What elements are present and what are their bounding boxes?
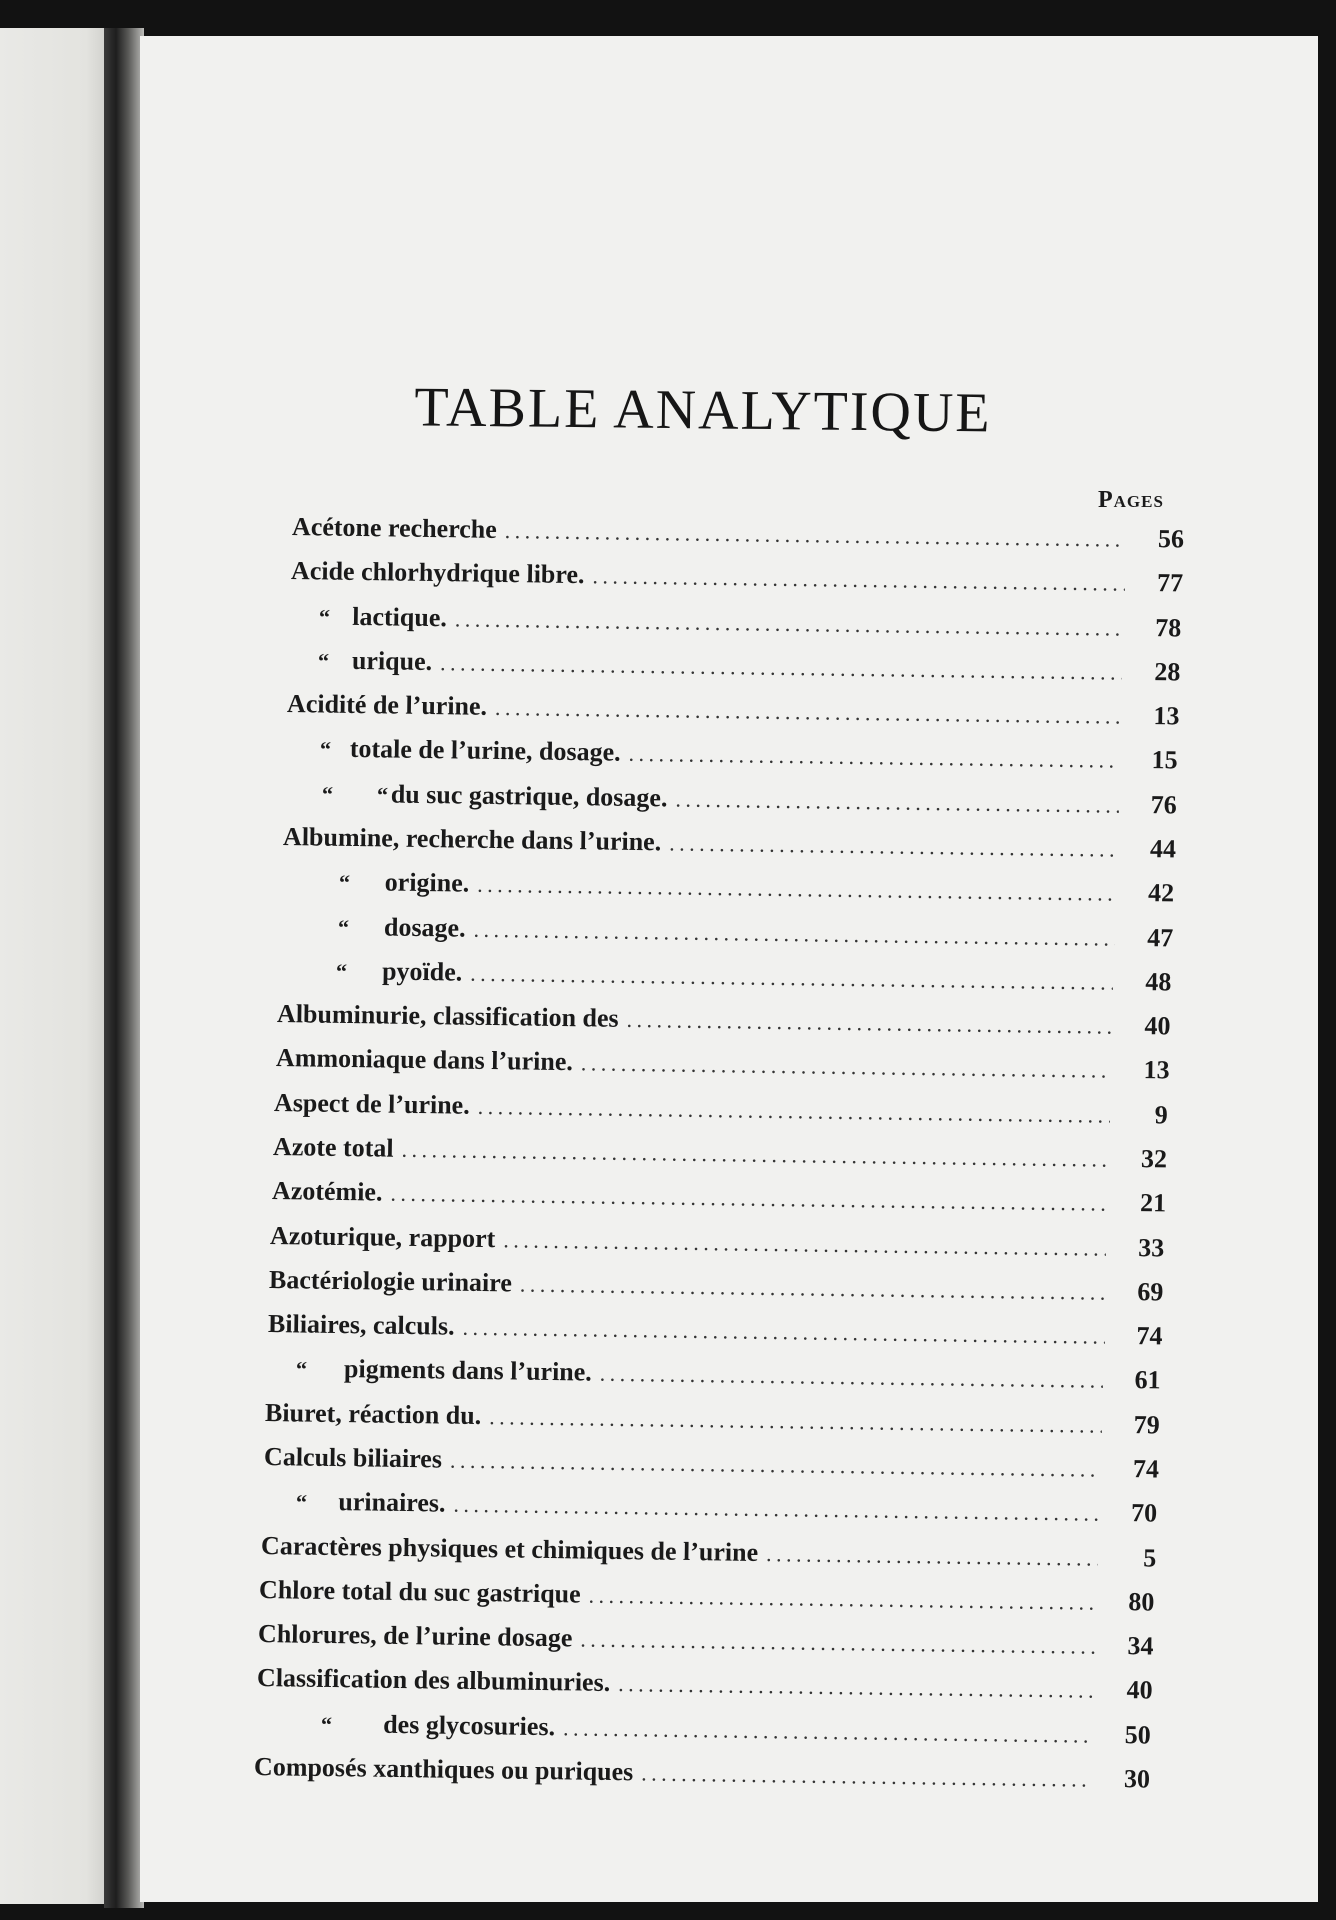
toc-entry-page-number: 9 xyxy=(1154,1100,1169,1130)
toc-entry-label: Ammoniaque dans l’urine. xyxy=(275,1043,573,1077)
toc-entry xyxy=(280,911,1174,957)
dot-leader xyxy=(669,830,1118,862)
toc-entry-label: Albuminurie, classification des xyxy=(276,999,619,1033)
toc-entry-page-number: 70 xyxy=(1131,1498,1158,1528)
ditto-mark: “ xyxy=(338,870,351,896)
toc-entry xyxy=(281,866,1175,912)
ditto-mark: “ “ xyxy=(321,781,389,808)
toc-entry-label: Composés xanthiques ou puriques xyxy=(253,1752,634,1787)
toc-entry-page-number: 40 xyxy=(1126,1675,1153,1705)
dot-leader xyxy=(675,786,1119,818)
dot-leader xyxy=(600,1361,1103,1394)
toc-entry-page-number: 15 xyxy=(1151,745,1179,775)
toc-entry-page-number: 33 xyxy=(1138,1232,1165,1263)
dot-leader xyxy=(629,741,1120,774)
toc-entry xyxy=(256,1663,1152,1710)
toc-entry-label: Caractères physiques et chimiques de l’urine xyxy=(260,1530,759,1567)
dot-leader xyxy=(618,1671,1095,1704)
toc-entry-label: Acide chlorhydrique libre. xyxy=(290,556,585,590)
toc-entry-label: Calculs biliaires xyxy=(263,1442,442,1474)
toc-entry-page-number: 56 xyxy=(1157,524,1185,554)
toc-entry-page-number: 21 xyxy=(1139,1188,1166,1218)
toc-entry-page-number: 40 xyxy=(1144,1011,1171,1041)
dot-leader xyxy=(473,916,1115,951)
toc-entry-page-number: 44 xyxy=(1149,834,1176,864)
toc-entry-page-number: 28 xyxy=(1154,656,1181,687)
toc-entry-page-number: 69 xyxy=(1137,1276,1164,1307)
toc-entry xyxy=(258,1619,1154,1666)
toc-entry-page-number: 79 xyxy=(1133,1409,1160,1440)
toc-entry-page-number: 74 xyxy=(1135,1321,1163,1351)
toc-entry-label: Chlorures, de l’urine dosage xyxy=(257,1619,573,1653)
toc-entry-label: urique. xyxy=(351,645,433,676)
pages-column-header: Pages xyxy=(1098,487,1164,513)
ditto-mark: “ xyxy=(295,1489,308,1515)
dot-leader xyxy=(592,563,1125,596)
toc-entry-label: Classification des albuminuries. xyxy=(256,1663,611,1698)
toc-entry-label: Biliaires, calculs. xyxy=(267,1309,455,1341)
toc-entry-page-number: 77 xyxy=(1156,568,1183,598)
toc-entry-page-number: 78 xyxy=(1155,612,1182,643)
dot-leader xyxy=(478,1094,1110,1129)
dot-leader xyxy=(470,961,1113,996)
toc-entry xyxy=(254,1752,1150,1799)
toc-entry-label: dosage. xyxy=(383,912,466,943)
dot-leader xyxy=(563,1715,1093,1748)
toc-entry xyxy=(273,1132,1167,1178)
toc-entry-label: Acétone recherche xyxy=(291,512,497,544)
dot-leader xyxy=(766,1541,1098,1572)
toc-entry xyxy=(265,1398,1160,1444)
toc-entry xyxy=(255,1708,1151,1755)
toc-entry-page-number: 61 xyxy=(1134,1365,1162,1395)
dot-leader xyxy=(580,1627,1095,1660)
toc-entry xyxy=(266,1353,1161,1399)
dot-leader xyxy=(477,872,1116,907)
toc-entry-label: lactique. xyxy=(352,601,448,632)
dot-leader xyxy=(641,1760,1092,1792)
toc-entry-label: urinaires. xyxy=(338,1487,446,1518)
dot-leader xyxy=(489,1404,1102,1439)
toc-entry-label: origine. xyxy=(384,867,470,898)
ditto-mark: “ xyxy=(337,914,349,940)
dot-leader xyxy=(505,518,1127,553)
toc-entry-label: Aspect de l’urine. xyxy=(274,1087,471,1120)
toc-entry xyxy=(259,1575,1155,1621)
toc-entry-page-number: 76 xyxy=(1150,789,1177,820)
toc-entry-label: pigments dans l’urine. xyxy=(344,1354,593,1387)
dot-leader xyxy=(627,1007,1113,1040)
toc-entry xyxy=(271,1176,1166,1222)
toc-entry xyxy=(286,689,1179,735)
dot-leader xyxy=(401,1137,1109,1173)
toc-entry xyxy=(263,1442,1158,1488)
toc-entry-page-number: 48 xyxy=(1145,966,1172,997)
toc-entry-page-number: 32 xyxy=(1140,1144,1168,1174)
toc-entry-page-number: 13 xyxy=(1152,701,1180,731)
toc-entry xyxy=(289,601,1182,647)
toc-entry xyxy=(292,512,1184,558)
toc-entry xyxy=(274,1088,1168,1134)
toc-entry-label: Biuret, réaction du. xyxy=(264,1397,482,1430)
toc-entry-page-number: 74 xyxy=(1132,1454,1159,1484)
toc-entry-page-number: 5 xyxy=(1142,1542,1157,1573)
dot-leader xyxy=(462,1315,1104,1350)
toc-entry-page-number: 34 xyxy=(1127,1631,1154,1661)
toc-entry xyxy=(262,1486,1158,1532)
ditto-mark: “ xyxy=(319,603,331,630)
dot-leader xyxy=(520,1271,1106,1305)
toc-entry-page-number: 13 xyxy=(1143,1055,1170,1085)
ditto-mark: “ xyxy=(296,1356,308,1382)
toc-entry xyxy=(282,822,1175,868)
ditto-mark: “ xyxy=(336,958,348,984)
toc-entry-label: Acidité de l’urine. xyxy=(286,689,487,721)
toc-entry-label: du suc gastrique, dosage. xyxy=(390,779,668,813)
ditto-mark: “ xyxy=(317,648,330,674)
toc-entry-label: Azotémie. xyxy=(271,1176,383,1207)
dot-leader xyxy=(580,1051,1111,1084)
toc-entry-label: pyoïde. xyxy=(382,956,463,987)
toc-entry xyxy=(270,1221,1165,1267)
toc-entry xyxy=(278,955,1172,1001)
toc-entry-label: des glycosuries. xyxy=(383,1709,556,1741)
toc-entry-page-number: 42 xyxy=(1148,878,1175,908)
dot-leader xyxy=(503,1227,1106,1261)
dot-leader xyxy=(390,1181,1108,1217)
toc-entry xyxy=(288,645,1181,691)
toc-entry-page-number: 50 xyxy=(1124,1719,1152,1750)
ditto-mark: “ xyxy=(321,1711,333,1737)
toc-entry-label: Albumine, recherche dans l’urine. xyxy=(282,822,661,857)
toc-entry xyxy=(285,733,1178,779)
toc-entry xyxy=(277,999,1171,1045)
toc-entry-page-number: 80 xyxy=(1128,1586,1155,1617)
toc-entry-label: Azoturique, rapport xyxy=(270,1220,496,1253)
dot-leader xyxy=(440,650,1123,686)
ditto-mark: “ xyxy=(320,736,332,763)
toc-entry-page-number: 47 xyxy=(1146,922,1174,953)
toc-entry-label: Azote total xyxy=(272,1132,394,1163)
dot-leader xyxy=(449,1448,1100,1483)
toc-entry xyxy=(290,556,1183,602)
dot-leader xyxy=(494,695,1121,730)
toc-entry xyxy=(269,1265,1164,1311)
toc-entry-label: Chlore total du suc gastrique xyxy=(259,1574,582,1609)
dot-leader xyxy=(453,1492,1099,1527)
toc-entry xyxy=(275,1043,1169,1089)
toc-entry xyxy=(284,778,1177,824)
toc-entry xyxy=(267,1309,1162,1355)
toc-entry xyxy=(261,1531,1157,1577)
toc-entry-label: Bactériologie urinaire xyxy=(268,1264,512,1298)
toc-entry-label: totale de l’urine, dosage. xyxy=(349,734,622,768)
toc-entry-page-number: 30 xyxy=(1123,1764,1151,1794)
dot-leader xyxy=(455,606,1124,641)
page-title: TABLE ANALYTIQUE xyxy=(414,376,992,445)
dot-leader xyxy=(589,1582,1097,1615)
